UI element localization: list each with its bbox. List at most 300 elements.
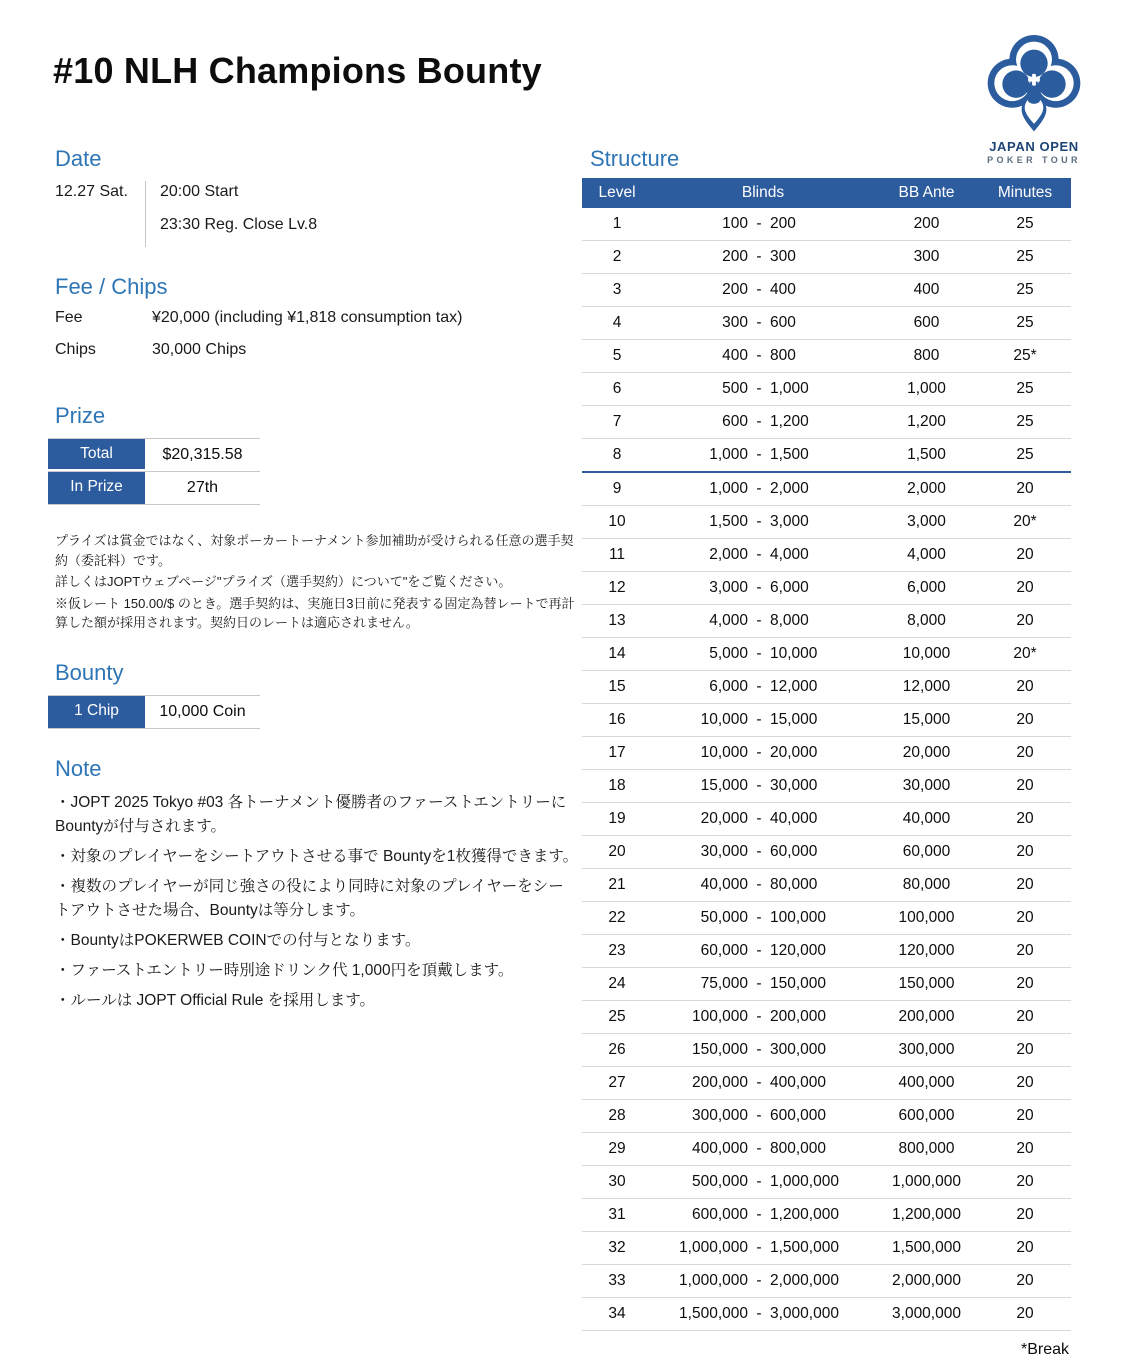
blinds-cell [652, 248, 874, 266]
bb-ante-cell: 10,000 [902, 645, 951, 662]
big-blind: 200,000 [770, 1008, 827, 1025]
blinds-cell [652, 380, 874, 398]
blinds-cell [652, 1239, 874, 1257]
big-blind: 12,000 [770, 678, 818, 695]
blinds-dash: - [756, 347, 762, 364]
big-blind: 4,000 [770, 546, 809, 563]
prize-table [48, 438, 260, 505]
level-cell: 20 [608, 843, 626, 860]
bb-ante-cell: 600 [913, 314, 940, 331]
small-blind: 500,000 [691, 1173, 748, 1190]
level-cell: 9 [612, 480, 622, 497]
bb-ante-cell: 60,000 [902, 843, 951, 860]
big-blind: 1,500,000 [770, 1239, 839, 1256]
minutes-cell: 20 [1016, 711, 1034, 728]
minutes-cell: 20 [1016, 777, 1034, 794]
bb-ante-cell: 3,000 [907, 513, 946, 530]
blinds-cell [652, 678, 874, 696]
big-blind: 40,000 [770, 810, 818, 827]
minutes-cell: 20 [1016, 1008, 1034, 1025]
blinds-cell [652, 513, 874, 531]
structure-row-level-23 [582, 935, 1071, 968]
structure-row-level-22 [582, 902, 1071, 935]
minutes-cell: 20 [1016, 1140, 1034, 1157]
blinds-cell [652, 975, 874, 993]
col-header-bb-ante: BB Ante [898, 184, 955, 201]
blinds-cell [652, 1173, 874, 1191]
small-blind: 500 [722, 380, 748, 397]
minutes-cell: 20 [1016, 579, 1034, 596]
structure-table-header [582, 178, 1071, 208]
level-cell: 23 [608, 942, 626, 959]
fee-label: Fee [55, 309, 83, 326]
prize-total-row [48, 439, 260, 472]
bb-ante-cell: 12,000 [902, 678, 951, 695]
big-blind: 400,000 [770, 1074, 827, 1091]
chips-label: Chips [55, 341, 96, 358]
structure-row-level-3 [582, 274, 1071, 307]
big-blind: 3,000 [770, 513, 809, 530]
blinds-dash: - [756, 248, 762, 265]
structure-row-level-5 [582, 340, 1071, 373]
level-cell: 4 [612, 314, 622, 331]
bb-ante-cell: 120,000 [898, 942, 955, 959]
col-header-minutes: Minutes [997, 184, 1053, 201]
minutes-cell: 25 [1016, 281, 1034, 298]
fee-chips-section [55, 274, 575, 373]
blinds-cell [652, 480, 874, 498]
big-blind: 60,000 [770, 843, 818, 860]
big-blind: 800,000 [770, 1140, 827, 1157]
bb-ante-cell: 200,000 [898, 1008, 955, 1025]
big-blind: 600,000 [770, 1107, 827, 1124]
fee-chips-heading: Fee / Chips [55, 274, 168, 299]
big-blind: 1,000 [770, 380, 809, 397]
blinds-cell [652, 711, 874, 729]
col-header-blinds: Blinds [741, 184, 785, 201]
level-cell: 29 [608, 1140, 626, 1157]
level-cell: 7 [612, 413, 622, 430]
fee-value: ¥20,000 (including ¥1,818 consumption tax) [152, 309, 463, 326]
small-blind: 6,000 [709, 678, 748, 695]
blinds-cell [652, 579, 874, 597]
blinds-cell [652, 413, 874, 431]
structure-row-level-9 [582, 473, 1071, 506]
level-cell: 25 [608, 1008, 626, 1025]
minutes-cell: 20 [1016, 1239, 1034, 1256]
prize-total-value: $20,315.58 [162, 446, 243, 463]
big-blind: 6,000 [770, 579, 809, 596]
level-cell: 26 [608, 1041, 626, 1058]
prize-inprize-row [48, 472, 260, 505]
minutes-cell: 25 [1016, 446, 1034, 463]
blinds-dash: - [756, 380, 762, 397]
minutes-cell: 20 [1016, 1272, 1034, 1289]
blinds-cell [652, 1008, 874, 1026]
blinds-dash: - [756, 1140, 762, 1157]
small-blind: 200,000 [691, 1074, 748, 1091]
bb-ante-cell: 100,000 [898, 909, 955, 926]
structure-row-level-13 [582, 605, 1071, 638]
structure-row-level-27 [582, 1067, 1071, 1100]
blinds-dash: - [756, 645, 762, 662]
level-cell: 17 [608, 744, 626, 761]
level-cell: 2 [612, 248, 622, 265]
fee-row [55, 309, 575, 341]
small-blind: 600,000 [691, 1206, 748, 1223]
break-footnote: *Break [1020, 1341, 1069, 1358]
blinds-dash: - [756, 612, 762, 629]
small-blind: 150,000 [691, 1041, 748, 1058]
structure-row-level-33 [582, 1265, 1071, 1298]
structure-section [582, 146, 1071, 1359]
minutes-cell: 20 [1016, 810, 1034, 827]
small-blind: 50,000 [700, 909, 748, 926]
blinds-cell [652, 909, 874, 927]
blinds-dash: - [756, 579, 762, 596]
structure-row-level-17 [582, 737, 1071, 770]
level-cell: 28 [608, 1107, 626, 1124]
structure-row-level-30 [582, 1166, 1071, 1199]
level-cell: 31 [608, 1206, 626, 1223]
bb-ante-cell: 1,200 [907, 413, 946, 430]
minutes-cell: 25 [1016, 380, 1034, 397]
level-cell: 30 [608, 1173, 626, 1190]
blinds-dash: - [756, 678, 762, 695]
small-blind: 60,000 [700, 942, 748, 959]
big-blind: 300,000 [770, 1041, 827, 1058]
structure-row-level-26 [582, 1034, 1071, 1067]
bb-ante-cell: 1,500 [907, 446, 946, 463]
blinds-dash: - [756, 1041, 762, 1058]
note-bullet-4: ・BountyはPOKERWEB COINでの付与となります。 [55, 932, 421, 950]
blinds-dash: - [756, 1305, 762, 1322]
date-section [55, 146, 575, 247]
blinds-dash: - [756, 744, 762, 761]
big-blind: 200 [770, 215, 796, 232]
note-bullet-1: ・JOPT 2025 Tokyo #03 各トーナメント優勝者のファーストエントリーに Bountyが付与されます。 [55, 794, 567, 836]
big-blind: 800 [770, 347, 796, 364]
minutes-cell: 25 [1016, 215, 1034, 232]
big-blind: 2,000,000 [770, 1272, 839, 1289]
bb-ante-cell: 1,000 [907, 380, 946, 397]
minutes-cell: 25 [1016, 413, 1034, 430]
minutes-cell: 20 [1016, 1107, 1034, 1124]
small-blind: 2,000 [709, 546, 748, 563]
minutes-cell: 20 [1016, 480, 1034, 497]
bb-ante-cell: 600,000 [898, 1107, 955, 1124]
blinds-dash: - [756, 1107, 762, 1124]
prize-note-1: プライズは賞金ではなく、対象ポーカートーナメント参加補助が受けられる任意の選手契約（委託料）です。 [55, 533, 574, 568]
big-blind: 150,000 [770, 975, 827, 992]
blinds-cell [652, 843, 874, 861]
big-blind: 400 [770, 281, 796, 298]
prize-notes [55, 531, 577, 635]
minutes-cell: 25 [1016, 314, 1034, 331]
prize-heading: Prize [55, 403, 106, 428]
structure-row-level-8 [582, 439, 1071, 473]
small-blind: 10,000 [700, 744, 748, 761]
blinds-cell [652, 612, 874, 630]
logo-text-line2: POKER TOUR [987, 155, 1081, 165]
level-cell: 24 [608, 975, 626, 992]
small-blind: 200 [722, 248, 748, 265]
minutes-cell: 20 [1016, 612, 1034, 629]
blinds-dash: - [756, 480, 762, 497]
small-blind: 600 [722, 413, 748, 430]
big-blind: 1,000,000 [770, 1173, 839, 1190]
level-cell: 15 [608, 678, 626, 695]
level-cell: 34 [608, 1305, 626, 1322]
bb-ante-cell: 200 [913, 215, 940, 232]
structure-row-level-31 [582, 1199, 1071, 1232]
small-blind: 30,000 [700, 843, 748, 860]
reg-close-time: 23:30 Reg. Close Lv.8 [160, 216, 318, 233]
big-blind: 100,000 [770, 909, 827, 926]
structure-row-level-18 [582, 770, 1071, 803]
blinds-cell [652, 1041, 874, 1059]
blinds-cell [652, 645, 874, 663]
bb-ante-cell: 400,000 [898, 1074, 955, 1091]
bb-ante-cell: 40,000 [902, 810, 951, 827]
blinds-dash: - [756, 711, 762, 728]
blinds-dash: - [756, 446, 762, 463]
small-blind: 300 [722, 314, 748, 331]
blinds-dash: - [756, 909, 762, 926]
blinds-dash: - [756, 1008, 762, 1025]
structure-row-level-34 [582, 1298, 1071, 1331]
level-cell: 18 [608, 777, 626, 794]
small-blind: 1,500,000 [679, 1305, 748, 1322]
chips-row [55, 341, 575, 373]
prize-note-3: ※仮レート 150.00/$ のとき。選手契約は、実施日3日前に発表する固定為替レートで再計算した額が採用されます。契約日のレートは適応されません。 [55, 595, 575, 630]
minutes-cell: 20 [1016, 546, 1034, 563]
note-heading: Note [55, 756, 102, 781]
small-blind: 200 [722, 281, 748, 298]
level-cell: 19 [608, 810, 626, 827]
structure-row-level-21 [582, 869, 1071, 902]
minutes-cell: 20 [1016, 1074, 1034, 1091]
bb-ante-cell: 1,000,000 [892, 1173, 961, 1190]
blinds-cell [652, 1305, 874, 1323]
small-blind: 300,000 [691, 1107, 748, 1124]
blinds-cell [652, 1140, 874, 1158]
small-blind: 15,000 [700, 777, 748, 794]
big-blind: 80,000 [770, 876, 818, 893]
bb-ante-cell: 4,000 [907, 546, 946, 563]
blinds-dash: - [756, 810, 762, 827]
minutes-cell: 20 [1016, 1305, 1034, 1322]
blinds-cell [652, 546, 874, 564]
blinds-cell [652, 281, 874, 299]
blinds-dash: - [756, 777, 762, 794]
minutes-cell: 20 [1016, 1041, 1034, 1058]
big-blind: 1,200,000 [770, 1206, 839, 1223]
level-cell: 5 [612, 347, 622, 364]
minutes-cell: 20 [1016, 876, 1034, 893]
bb-ante-cell: 80,000 [902, 876, 951, 893]
big-blind: 1,200 [770, 413, 809, 430]
minutes-cell: 20* [1013, 645, 1037, 662]
big-blind: 15,000 [770, 711, 818, 728]
bounty-chip-label: 1 Chip [48, 696, 145, 728]
level-cell: 13 [608, 612, 626, 629]
bounty-heading: Bounty [55, 660, 124, 685]
blinds-dash: - [756, 1206, 762, 1223]
big-blind: 20,000 [770, 744, 818, 761]
small-blind: 5,000 [709, 645, 748, 662]
small-blind: 1,000 [709, 480, 748, 497]
blinds-cell [652, 744, 874, 762]
structure-row-level-29 [582, 1133, 1071, 1166]
big-blind: 30,000 [770, 777, 818, 794]
blinds-cell [652, 810, 874, 828]
level-cell: 12 [608, 579, 626, 596]
bb-ante-cell: 6,000 [907, 579, 946, 596]
level-cell: 11 [608, 546, 626, 563]
structure-table-body [582, 208, 1071, 1331]
level-cell: 6 [612, 380, 622, 397]
blinds-dash: - [756, 1239, 762, 1256]
small-blind: 100 [722, 215, 748, 232]
minutes-cell: 20 [1016, 1173, 1034, 1190]
blinds-dash: - [756, 1272, 762, 1289]
blinds-cell [652, 942, 874, 960]
minutes-cell: 20* [1013, 513, 1037, 530]
blinds-dash: - [756, 942, 762, 959]
minutes-cell: 20 [1016, 909, 1034, 926]
structure-row-level-25 [582, 1001, 1071, 1034]
structure-row-level-32 [582, 1232, 1071, 1265]
structure-row-level-14 [582, 638, 1071, 671]
chips-value: 30,000 Chips [152, 341, 247, 358]
big-blind: 120,000 [770, 942, 827, 959]
structure-row-level-16 [582, 704, 1071, 737]
bb-ante-cell: 8,000 [907, 612, 946, 629]
note-bullet-3: ・複数のプレイヤーが同じ強さの役により同時に対象のプレイヤーをシートアウトさせた場合、Bountyは等分します。 [55, 878, 564, 920]
level-cell: 3 [612, 281, 622, 298]
minutes-cell: 25 [1016, 248, 1034, 265]
blinds-dash: - [756, 1074, 762, 1091]
structure-row-level-15 [582, 671, 1071, 704]
logo-text-line1: JAPAN OPEN [989, 139, 1079, 154]
big-blind: 8,000 [770, 612, 809, 629]
blinds-cell [652, 446, 874, 464]
level-cell: 27 [608, 1074, 626, 1091]
small-blind: 1,000 [709, 446, 748, 463]
structure-row-level-7 [582, 406, 1071, 439]
big-blind: 600 [770, 314, 796, 331]
prize-note-2: 詳しくはJOPTウェブページ"プライズ（選手契約）について"をご覧ください。 [55, 574, 512, 589]
bb-ante-cell: 2,000 [907, 480, 946, 497]
small-blind: 40,000 [700, 876, 748, 893]
blinds-dash: - [756, 546, 762, 563]
structure-row-level-4 [582, 307, 1071, 340]
bb-ante-cell: 400 [913, 281, 940, 298]
bb-ante-cell: 800,000 [898, 1140, 955, 1157]
blinds-cell [652, 1107, 874, 1125]
small-blind: 1,000,000 [679, 1239, 748, 1256]
blinds-cell [652, 347, 874, 365]
blinds-dash: - [756, 1173, 762, 1190]
level-cell: 22 [608, 909, 626, 926]
blinds-cell [652, 215, 874, 233]
date-body [55, 181, 575, 247]
small-blind: 75,000 [700, 975, 748, 992]
structure-row-level-10 [582, 506, 1071, 539]
bb-ante-cell: 150,000 [898, 975, 955, 992]
minutes-cell: 25* [1013, 347, 1037, 364]
level-cell: 33 [608, 1272, 626, 1289]
bounty-chip-value: 10,000 Coin [159, 703, 246, 720]
prize-inprize-value: 27th [186, 479, 219, 496]
small-blind: 400 [722, 347, 748, 364]
club-clover-icon [982, 34, 1086, 138]
blinds-dash: - [756, 314, 762, 331]
level-cell: 21 [608, 876, 626, 893]
note-bullet-2: ・対象のプレイヤーをシートアウトさせる事で Bountyを1枚獲得できます。 [55, 848, 579, 866]
structure-row-level-20 [582, 836, 1071, 869]
bb-ante-cell: 1,500,000 [892, 1239, 961, 1256]
level-cell: 8 [612, 446, 622, 463]
minutes-cell: 20 [1016, 942, 1034, 959]
small-blind: 20,000 [700, 810, 748, 827]
level-cell: 16 [608, 711, 626, 728]
big-blind: 300 [770, 248, 796, 265]
blinds-dash: - [756, 281, 762, 298]
date-heading: Date [55, 146, 102, 171]
small-blind: 4,000 [709, 612, 748, 629]
structure-row-level-12 [582, 572, 1071, 605]
bb-ante-cell: 15,000 [902, 711, 951, 728]
small-blind: 100,000 [691, 1008, 748, 1025]
prize-inprize-label: In Prize [48, 472, 145, 504]
blinds-dash: - [756, 215, 762, 232]
structure-row-level-28 [582, 1100, 1071, 1133]
big-blind: 3,000,000 [770, 1305, 839, 1322]
minutes-cell: 20 [1016, 975, 1034, 992]
blinds-cell [652, 1272, 874, 1290]
bb-ante-cell: 300,000 [898, 1041, 955, 1058]
structure-row-level-19 [582, 803, 1071, 836]
structure-row-level-11 [582, 539, 1071, 572]
prize-section [48, 403, 568, 505]
date-day: 12.27 Sat. [55, 183, 128, 200]
level-cell: 10 [608, 513, 626, 530]
structure-row-level-1 [582, 208, 1071, 241]
blinds-cell [652, 1074, 874, 1092]
blinds-dash: - [756, 843, 762, 860]
level-cell: 1 [612, 215, 622, 232]
small-blind: 10,000 [700, 711, 748, 728]
minutes-cell: 20 [1016, 843, 1034, 860]
blinds-dash: - [756, 876, 762, 893]
minutes-cell: 20 [1016, 744, 1034, 761]
page-title: #10 NLH Champions Bounty [53, 50, 542, 91]
bb-ante-cell: 3,000,000 [892, 1305, 961, 1322]
blinds-cell [652, 876, 874, 894]
blinds-dash: - [756, 513, 762, 530]
bounty-row [48, 696, 260, 729]
structure-heading: Structure [590, 146, 680, 171]
big-blind: 1,500 [770, 446, 809, 463]
bb-ante-cell: 800 [913, 347, 940, 364]
big-blind: 2,000 [770, 480, 809, 497]
small-blind: 1,000,000 [679, 1272, 748, 1289]
bb-ante-cell: 1,200,000 [892, 1206, 961, 1223]
blinds-cell [652, 1206, 874, 1224]
bounty-section [48, 660, 568, 729]
